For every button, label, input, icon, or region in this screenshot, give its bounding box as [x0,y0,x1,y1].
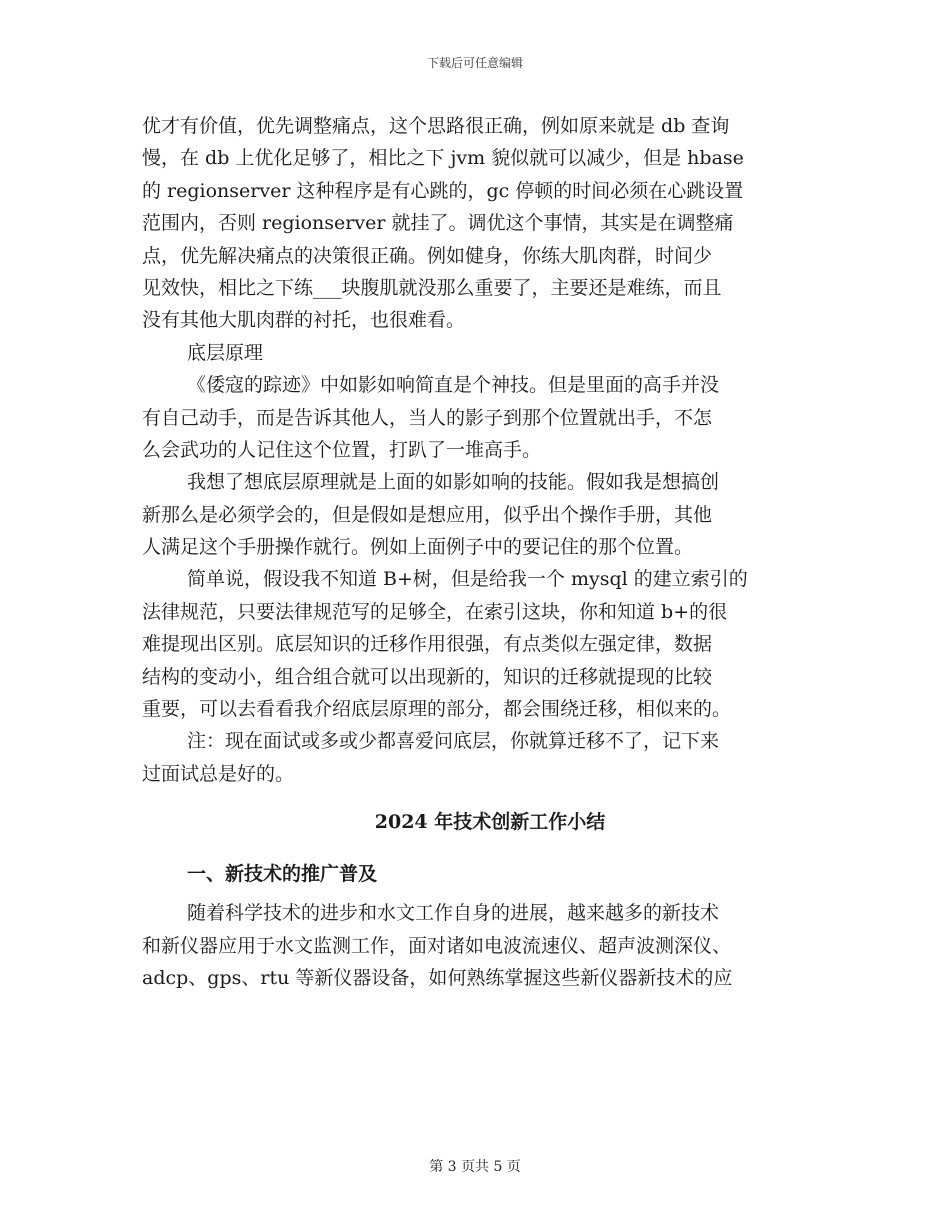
text-line: 新那么是必须学会的，但是假如是想应用，似乎出个操作手册，其他 [142,503,713,526]
text-line: 慢，在 db 上优化足够了，相比之下 jvm 貌似就可以减少，但是 hbase [142,147,744,170]
document-body [142,110,832,994]
text-line: 我想了想底层原理就是上面的如影如响的技能。假如我是想搞创 [187,471,720,494]
text-line: 法律规范，只要法律规范写的足够全，在索引这块，你和知道 b+的很 [142,600,728,623]
page-header: 下载后可任意编辑 [426,56,523,70]
text-line: 见效快，相比之下练___块腹肌就没那么重要了，主要还是难练，而且 [142,276,722,299]
text-line: 《倭寇的踪迹》中如影如响简直是个神技。但是里面的高手并没 [187,374,720,397]
text-line: 随着科学技术的进步和水文工作自身的进展，越来越多的新技术 [187,902,720,925]
text-line: 注：现在面试或多或少都喜爱问底层，你就算迁移不了，记下来 [187,730,720,753]
text-line: 难提现出区别。底层知识的迁移作用很强，有点类似左强定律，数据 [142,633,713,656]
text-line: 人满足这个手册操作就行。例如上面例子中的要记住的那个位置。 [142,536,694,559]
text-line: 有自己动手，而是告诉其他人，当人的影子到那个位置就出手，不怎 [142,406,713,429]
text-line: 点，优先解决痛点的决策很正确。例如健身，你练大肌肉群，时间少 [142,244,713,267]
text-line: 没有其他大肌肉群的衬托，也很难看。 [142,309,466,332]
text-line: adcp、gps、rtu 等新仪器设备，如何熟练掌握这些新仪器新技术的应 [142,966,733,989]
text-line: 优才有价值，优先调整痛点，这个思路很正确，例如原来就是 db 查询 [142,115,730,137]
document-title: 2024 年技术创新工作小结 [374,811,606,834]
text-line: 过面试总是好的。 [142,762,295,785]
text-line: 简单说，假设我不知道 B+树，但是给我一个 mysql 的建立索引的 [187,568,748,591]
subheading-underlying-principle: 底层原理 [187,341,264,364]
text-line: 和新仪器应用于水文监测工作，面对诸如电波流速仪、超声波测深仪、 [142,934,732,957]
section-heading: 一、新技术的推广普及 [187,863,378,886]
page-footer: 第 3 页共 5 页 [429,1159,521,1175]
text-line: 重要，可以去看看我介绍底层原理的部分，都会围绕迁移，相似来的。 [142,698,732,721]
text-line: 结构的变动小，组合组合就可以出现新的，知识的迁移就提现的比较 [142,665,713,688]
text-line: 的 regionserver 这种程序是有心跳的，gc 停顿的时间必须在心跳设置 [142,179,744,202]
text-line: 范围内，否则 regionserver 就挂了。调优这个事情，其实是在调整痛 [142,212,734,235]
text-line: 么会武功的人记住这个位置，打趴了一堆高手。 [142,438,542,461]
